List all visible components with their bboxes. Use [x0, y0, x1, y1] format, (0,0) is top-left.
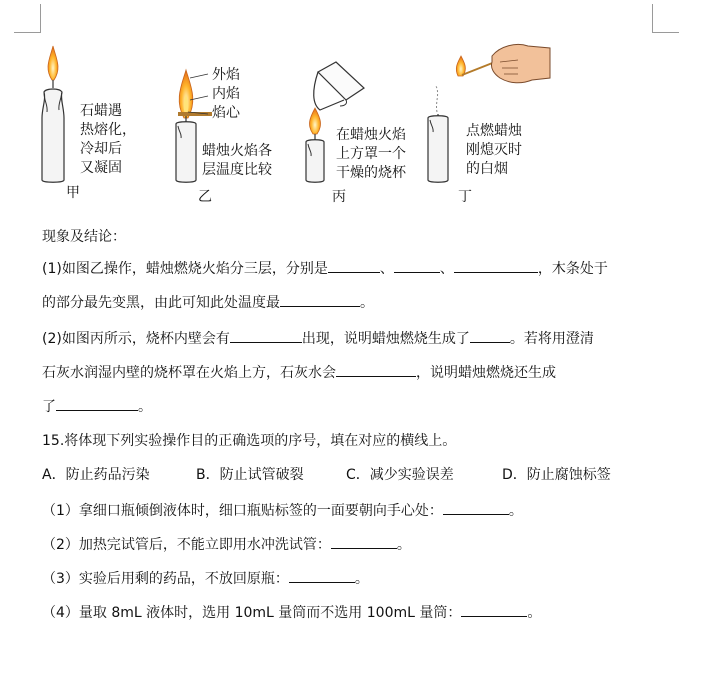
caption-b: 蜡烛火焰各 层温度比较 [202, 143, 272, 178]
answer-blank[interactable] [280, 292, 360, 307]
answer-blank[interactable] [56, 396, 138, 411]
heading: 现象及结论： [42, 229, 126, 245]
question-2-line-3: 了 。 [42, 396, 152, 416]
question-2-line-1: (2)如图丙所示，烧杯内壁会有 出现，说明蜡烛燃烧生成了 。若将用澄清 [42, 328, 594, 348]
question-2-line-2: 石灰水润湿内壁的烧杯罩在火焰上方，石灰水会 ，说明蜡烛燃烧还生成 [42, 362, 556, 382]
candle-d-icon [428, 86, 448, 182]
figure-label-d: 丁 [458, 189, 472, 205]
question-1-line-1: (1)如图乙操作，蜡烛燃烧火焰分三层，分别是 、 、 ，木条处于 [42, 258, 608, 278]
candle-c-icon [306, 108, 324, 182]
figure-label-a: 甲 [66, 185, 80, 201]
question-15: 15.将体现下列实验操作目的正确选项的序号，填在对应的横线上。 [42, 433, 457, 449]
figure-label-b: 乙 [198, 189, 212, 205]
crop-mark-top-right [652, 4, 679, 33]
answer-blank[interactable] [394, 258, 440, 273]
flame-layer-labels: 外焰 内焰 焰心 [212, 67, 240, 121]
answer-blank[interactable] [454, 258, 538, 273]
answer-blank[interactable] [230, 328, 302, 343]
option-d: D．防止腐蚀标签 [502, 467, 611, 483]
figure-label-c: 丙 [332, 189, 346, 205]
subquestion-1: （1）拿细口瓶倾倒液体时，细口瓶贴标签的一面要朝向手心处： 。 [42, 500, 523, 520]
hand-icon [491, 44, 550, 82]
answer-blank[interactable] [289, 568, 355, 583]
caption-c: 在蜡烛火焰 上方罩一个 干燥的烧杯 [336, 127, 406, 181]
answer-blank[interactable] [470, 328, 510, 343]
answer-blank[interactable] [328, 258, 380, 273]
answer-blank[interactable] [461, 602, 527, 617]
subquestion-3: （3）实验后用剩的药品，不放回原瓶： 。 [42, 568, 369, 588]
option-c: C．减少实验误差 [346, 467, 454, 483]
answer-blank[interactable] [443, 500, 509, 515]
subquestion-2: （2）加热完试管后，不能立即用水冲洗试管： 。 [42, 534, 411, 554]
crop-mark-top-left [14, 4, 41, 33]
experiment-figure [30, 38, 630, 213]
question-1-line-2: 的部分最先变黑，由此可知此处温度最 。 [42, 292, 374, 312]
answer-blank[interactable] [331, 534, 397, 549]
candle-a-icon [42, 46, 64, 182]
answer-blank[interactable] [336, 362, 416, 377]
beaker-icon [314, 62, 364, 110]
option-b: B．防止试管破裂 [196, 467, 304, 483]
subquestion-4: （4）量取 8mL 液体时，选用 10mL 量筒而不选用 100mL 量筒： 。 [42, 602, 541, 622]
option-a: A．防止药品污染 [42, 467, 150, 483]
caption-a: 石蜡遇 热熔化， 冷却后 又凝固 [80, 103, 136, 176]
caption-d: 点燃蜡烛 刚熄灭时 的白烟 [466, 123, 522, 177]
